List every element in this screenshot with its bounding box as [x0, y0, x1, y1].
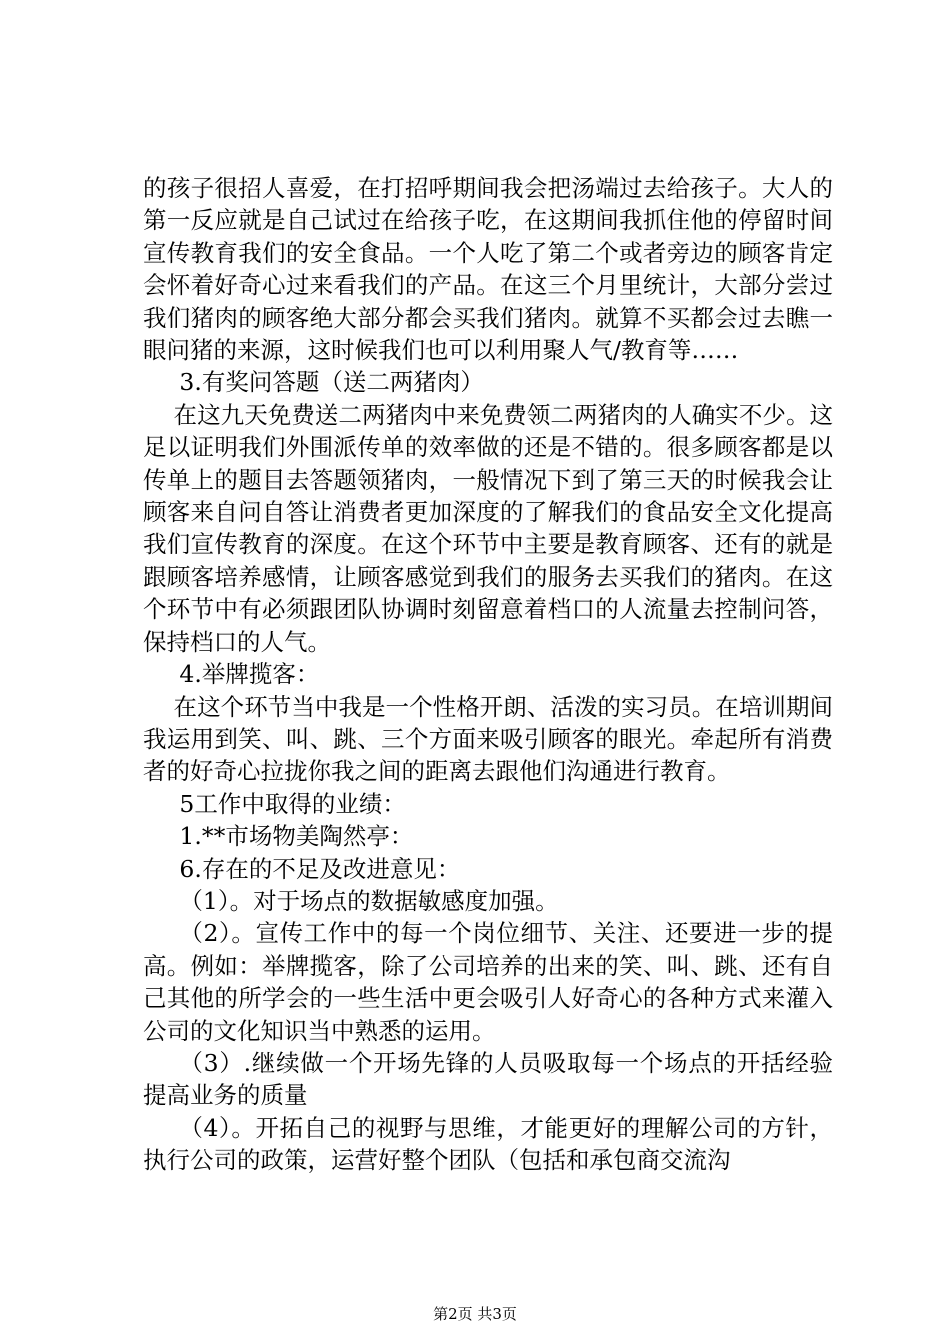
list-item-market: 1.**市场物美陶然亭：: [179, 822, 414, 851]
list-item-improvement-1: （1）。对于场点的数据敏感度加强。: [179, 886, 559, 915]
list-item-improvement-3: （3）.继续做一个开场先锋的人员吸取每一个场点的开括经验提高业务的质量: [143, 1048, 833, 1110]
section-heading-achievements: 5工作中取得的业绩：: [179, 789, 406, 818]
document-body: [143, 172, 833, 1177]
paragraph-continuation: 的孩子很招人喜爱，在打招呼期间我会把汤端过去给孩子。大人的第一反应就是自己试过在给孩子吃，在这期间我抓住他的停留时间宣传教育我们的安全食品。一个人吃了第二个或者旁边的顾客肯定会怀着好奇心过来看我们的产品。在这三个月里统计，大部分尝过我们猪肉的顾客绝大部分都会买我们猪肉。就算不买都会过去瞧一眼问猪的来源，这时候我们也可以利用聚人气/教育等……: [143, 174, 833, 365]
section-heading-quiz: 3.有奖问答题（送二两猪肉）: [179, 368, 484, 397]
section-heading-sign: 4.举牌揽客：: [179, 660, 320, 689]
list-item-improvement-2: （2）。宣传工作中的每一个岗位细节、关注、还要进一步的提高。例如：举牌揽客，除了公司培养的出来的笑、叫、跳、还有自己其他的所学会的一些生活中更会吸引人好奇心的各种方式来灌入公司的文化知识当中熟悉的运用。: [143, 919, 833, 1045]
section-heading-improvements: 6.存在的不足及改进意见：: [179, 854, 461, 883]
list-item-improvement-4: （4）。开拓自己的视野与思维，才能更好的理解公司的方针，执行公司的政策，运营好整个团队（包括和承包商交流沟: [143, 1113, 833, 1175]
page-number: 第2页 共3页: [433, 1305, 517, 1323]
paragraph-quiz: 在这九天免费送二两猪肉中来免费领二两猪肉的人确实不少。这足以证明我们外围派传单的效率做的还是不错的。很多顾客都是以传单上的题目去答题领猪肉，一般情况下到了第三天的时候我会让顾客来自问自答让消费者更加深度的了解我们的食品安全文化提高我们宣传教育的深度。在这个环节中主要是教育顾客、还有的就是跟顾客培养感情，让顾客感觉到我们的服务去买我们的猪肉。在这个环节中有必须跟团队协调时刻留意着档口的人流量去控制问答，保持档口的人气。: [143, 400, 833, 656]
paragraph-sign: 在这个环节当中我是一个性格开朗、活泼的实习员。在培训期间我运用到笑、叫、跳、三个方面来吸引顾客的眼光。牵起所有消费者的好奇心拉拢你我之间的距离去跟他们沟通进行教育。: [143, 692, 833, 786]
